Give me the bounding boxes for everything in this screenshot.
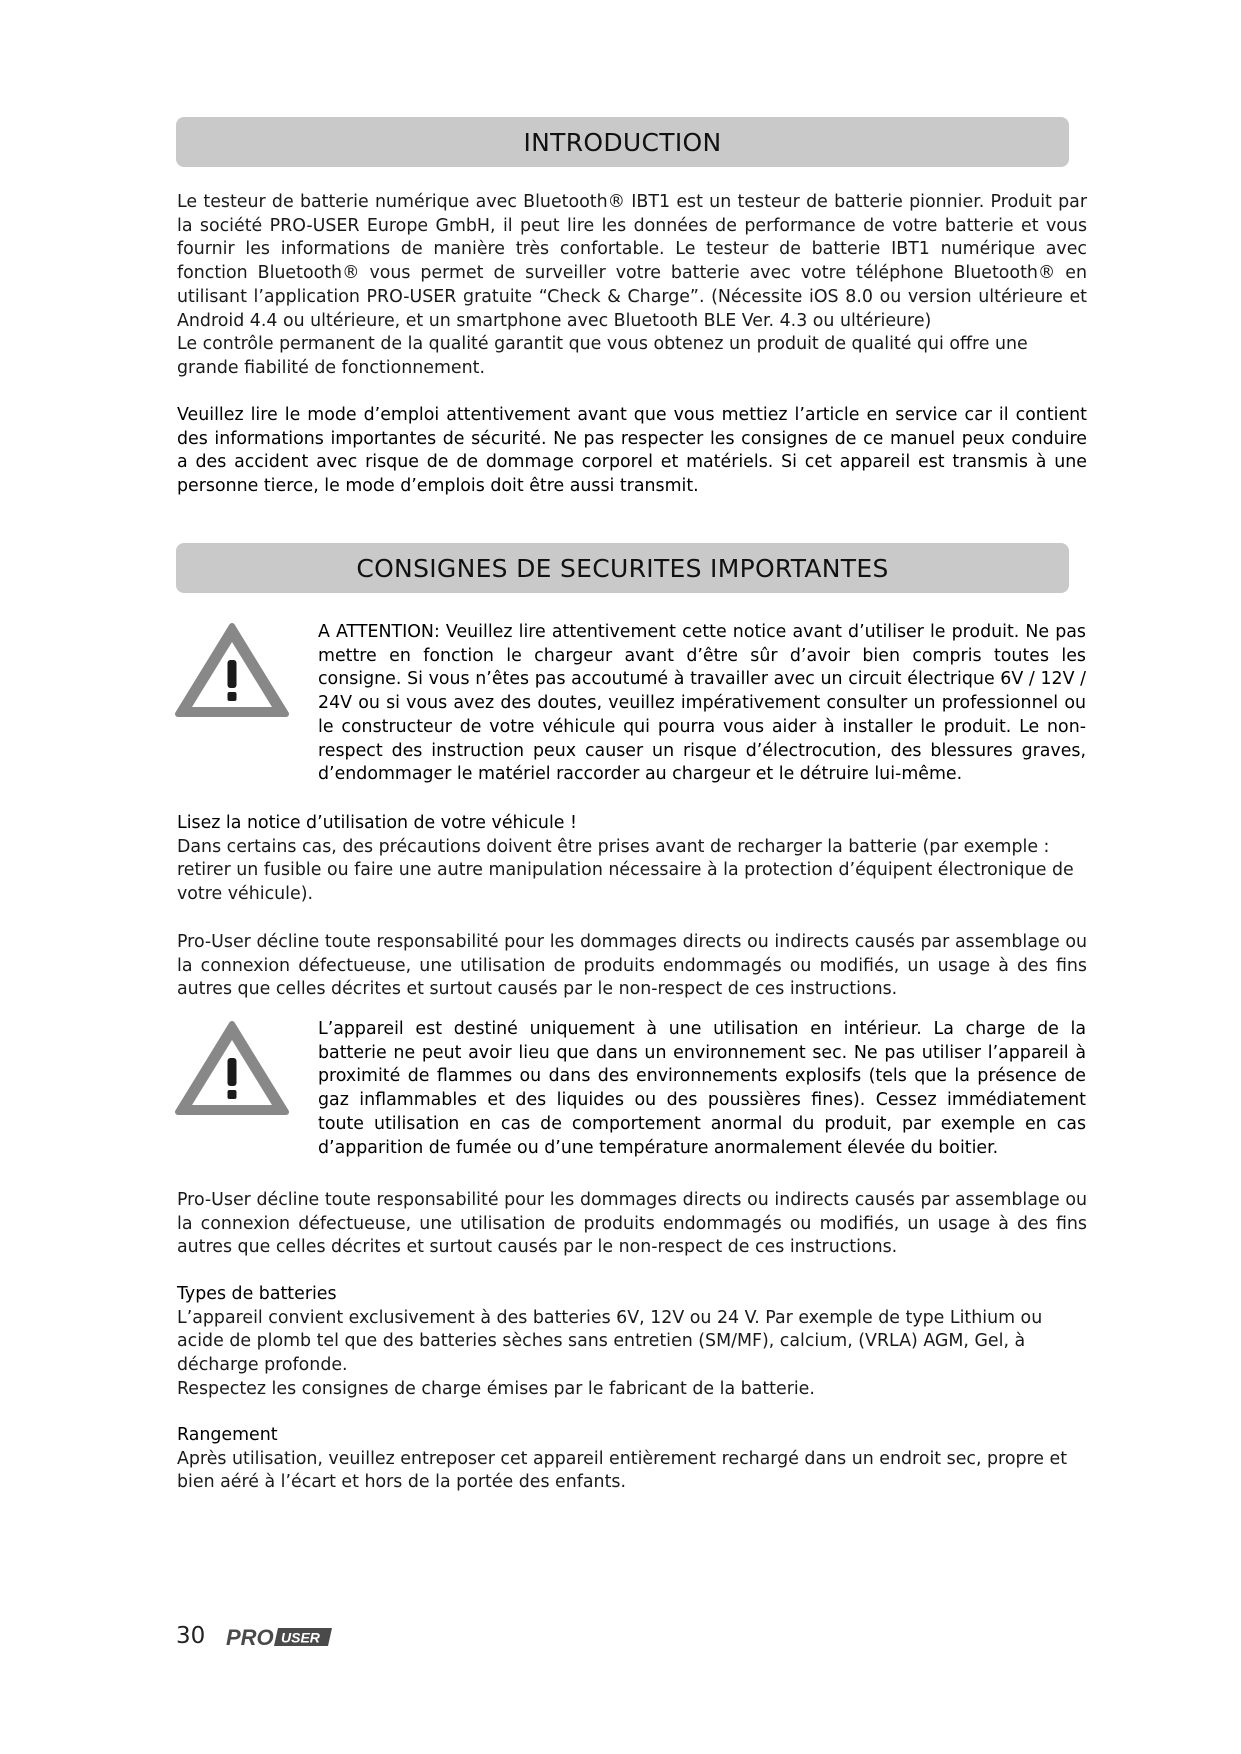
quality-paragraph: Le contrôle permanent de la qualité garantit que vous obtenez un produit de qualité qui offre une grande fiabilité de fonctionnement. [177, 334, 1028, 378]
warning-triangle-icon [172, 620, 292, 720]
vehicle-paragraph: Dans certains cas, des précautions doivent être prises avant de recharger la batterie (par exemple : retirer un fusible ou faire une autre manipulation nécessaire à la protection d’équipent électronique de votre véhicule). [177, 836, 1074, 905]
vehicle-notice [177, 812, 1087, 907]
battery-types-heading: Types de batteries [177, 1284, 337, 1304]
storage-heading: Rangement [177, 1425, 278, 1445]
battery-types-note: Respectez les consignes de charge émises par le fabricant de la batterie. [177, 1378, 815, 1399]
vehicle-heading: Lisez la notice d’utilisation de votre véhicule ! [177, 813, 577, 833]
disclaimer-block-2 [177, 1189, 1087, 1260]
battery-types-section [177, 1283, 1087, 1402]
section-title: CONSIGNES DE SECURITES IMPORTANTES [356, 553, 889, 583]
section-header-safety [176, 543, 1069, 593]
read-manual-paragraph: Veuillez lire le mode d’emploi attentivement avant que vous mettiez l’article en service car il contient des informations importantes de sécurité. Ne pas respecter les consignes de ce manuel peux conduire a des accident avec risque de de dommage corporel et matériels. Si cet appareil est transmis à une personne tierce, le mode d’emplois doit être aussi transmit. [177, 405, 1087, 497]
disclaimer-paragraph: Pro-User décline toute responsabilité pour les dommages directs ou indirects causés par assemblage ou la connexion défectueuse, une utilisation de produits endommagés ou modifiés, un usage à des fins autres que celles décrites et surtout causés par le non-respect de ces instructions. [177, 932, 1087, 1000]
page-number: 30 [176, 1623, 206, 1649]
section-title: INTRODUCTION [523, 127, 722, 157]
disclaimer-paragraph: Pro-User décline toute responsabilité pour les dommages directs ou indirects causés par assemblage ou la connexion défectueuse, une utilisation de produits endommagés ou modifiés, un usage à des fins autres que celles décrites et surtout causés par le non-respect de ces instructions. [177, 1190, 1087, 1258]
read-manual-notice [177, 404, 1087, 499]
warning-indoor-paragraph: L’appareil est destiné uniquement à une utilisation en intérieur. La charge de la batterie ne peut avoir lieu que dans un environnement sec. Ne pas utiliser l’appareil à proximité de flammes ou dans des environnements explosifs (tels que la présence de gaz inflammables et des liquides ou des poussières fines). Cessez immédiatement toute utilisation en cas de comportement anormal du produit, par exemple en cas d’apparition de fumée ou d’une température anormalement élevée du boitier. [318, 1019, 1086, 1158]
logo-pro-text: PRO [226, 1625, 274, 1649]
pro-user-logo [226, 1625, 332, 1649]
storage-section [177, 1424, 1087, 1495]
disclaimer-block-1 [177, 931, 1087, 1002]
storage-paragraph: Après utilisation, veuillez entreposer cet appareil entièrement rechargé dans un endroit sec, propre et bien aéré à l’écart et hors de la portée des enfants. [177, 1448, 1068, 1493]
warning-triangle-icon [172, 1018, 292, 1118]
battery-types-paragraph: L’appareil convient exclusivement à des batteries 6V, 12V ou 24 V. Par exemple de type Lithium ou acide de plomb tel que des batteries sèches sans entretien (SM/MF), calcium, (VRLA) AGM, Gel, à décharge profonde. [177, 1307, 1043, 1376]
warning-attention-paragraph: A ATTENTION: Veuillez lire attentivement cette notice avant d’utiliser le produit. Ne pas mettre en fonction le chargeur avant d’être sûr d’avoir bien compris toutes les consigne. Si vous n’êtes pas accoutumé à travailler avec un circuit électrique 6V / 12V / 24V ou si vous avez des doutes, veuillez impérativement consulter un professionnel ou le constructeur de votre véhicule qui pourra vous aider à installer le produit. Le non-respect des instruction peux causer un risque d’électrocution, des blessures graves, d’endommager le matériel raccorder au chargeur et le détruire lui-même. [318, 622, 1086, 785]
warning-attention-text [318, 621, 1086, 787]
intro-paragraph: Le testeur de batterie numérique avec Bluetooth® IBT1 est un testeur de batterie pionnier. Produit par la société PRO-USER Europe GmbH, il peut lire les données de performance de votre batterie et vous fournir les informations de manière très confortable. Le testeur de batterie IBT1 numérique avec fonction Bluetooth® vous permet de surveiller votre batterie avec votre téléphone Bluetooth® en utilisant l’application PRO-USER gratuite “Check & Charge”. (Nécessite iOS 8.0 ou version ultérieure et Android 4.4 ou ultérieure, et un smartphone avec Bluetooth BLE Ver. 4.3 ou ultérieure) [177, 192, 1087, 331]
intro-body [177, 191, 1087, 381]
warning-indoor-text [318, 1018, 1086, 1160]
section-header-introduction [176, 117, 1069, 167]
logo-user-text: USER [281, 1629, 320, 1646]
